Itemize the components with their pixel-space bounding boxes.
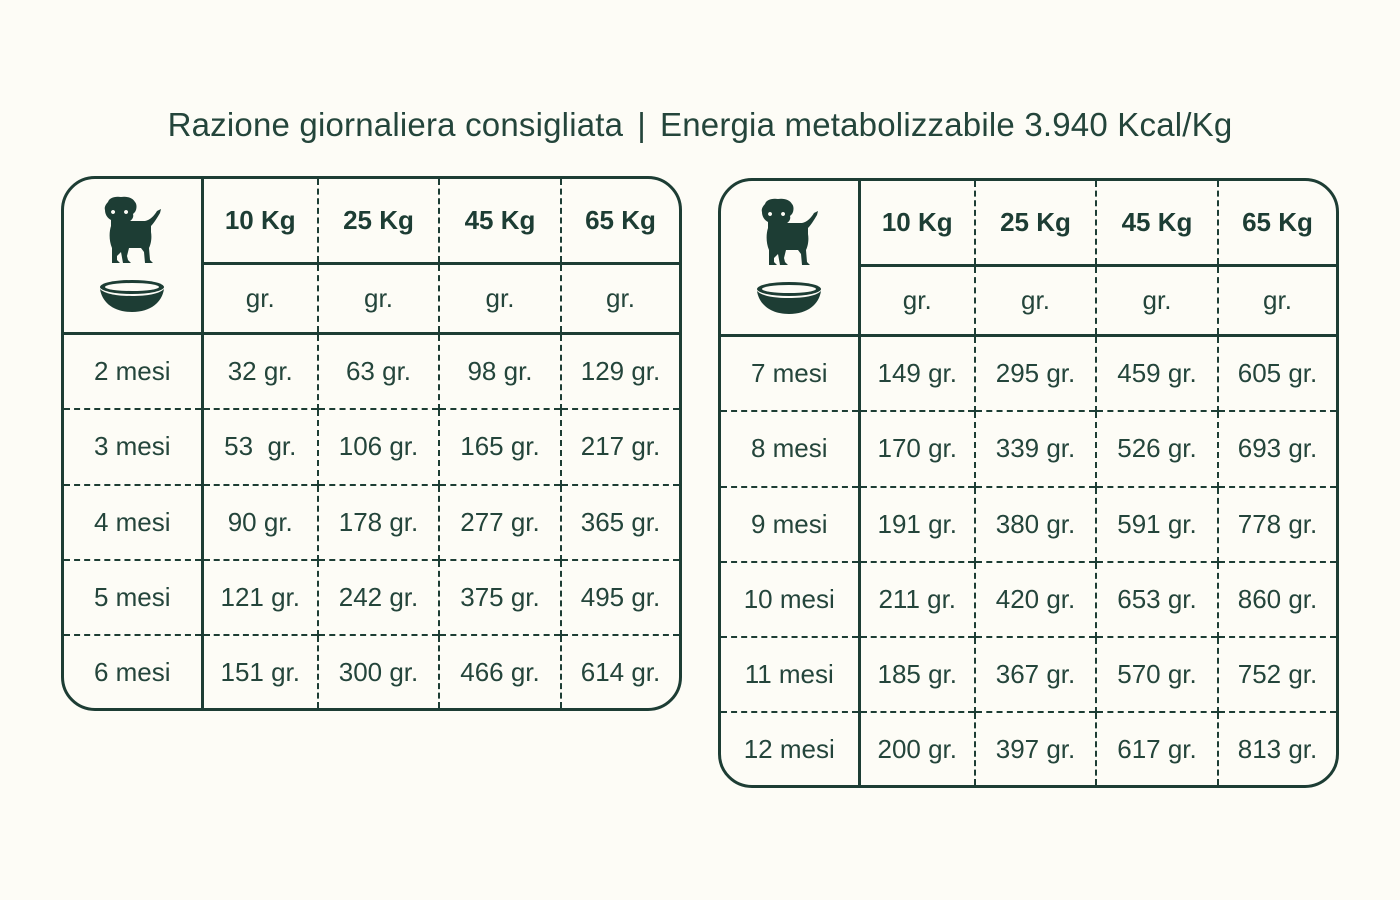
table-row (64, 485, 679, 560)
unit-header: gr. (202, 263, 318, 333)
unit-header: gr. (561, 263, 679, 333)
unit-header: gr. (1096, 265, 1218, 335)
food-bowl-icon (97, 278, 167, 314)
weight-header: 65 Kg (1218, 181, 1336, 265)
ration-cell: 170 gr. (859, 411, 975, 486)
table-row (64, 635, 679, 708)
age-cell: 7 mesi (721, 335, 859, 411)
ration-cell: 339 gr. (975, 411, 1096, 486)
age-cell: 5 mesi (64, 560, 202, 635)
table-row (721, 562, 1336, 637)
weight-header: 65 Kg (561, 179, 679, 263)
age-cell: 2 mesi (64, 333, 202, 409)
feeding-table-months-7-12 (718, 178, 1339, 788)
table-row (64, 560, 679, 635)
puppy-icon (99, 196, 165, 264)
feeding-table-grid (64, 179, 679, 708)
unit-header: gr. (1218, 265, 1336, 335)
food-bowl-icon (754, 280, 824, 316)
weight-header: 10 Kg (859, 181, 975, 265)
page-title-ration: Razione giornaliera consigliata (167, 106, 624, 143)
ration-cell: 178 gr. (318, 485, 439, 560)
ration-cell: 375 gr. (439, 560, 561, 635)
ration-cell: 420 gr. (975, 562, 1096, 637)
ration-cell: 90 gr. (202, 485, 318, 560)
ration-cell: 106 gr. (318, 409, 439, 484)
ration-cell: 165 gr. (439, 409, 561, 484)
ration-cell: 63 gr. (318, 333, 439, 409)
ration-cell: 367 gr. (975, 637, 1096, 712)
ration-cell: 129 gr. (561, 333, 679, 409)
table-row (64, 333, 679, 409)
weight-header: 45 Kg (1096, 181, 1218, 265)
age-cell: 6 mesi (64, 635, 202, 708)
age-cell: 11 mesi (721, 637, 859, 712)
unit-header: gr. (859, 265, 975, 335)
unit-header: gr. (439, 263, 561, 333)
table-row (721, 335, 1336, 411)
table-row (721, 637, 1336, 712)
ration-cell: 570 gr. (1096, 637, 1218, 712)
weight-header: 10 Kg (202, 179, 318, 263)
weight-header: 25 Kg (318, 179, 439, 263)
ration-cell: 151 gr. (202, 635, 318, 708)
ration-cell: 211 gr. (859, 562, 975, 637)
ration-cell: 495 gr. (561, 560, 679, 635)
table-row (64, 409, 679, 484)
weight-header: 45 Kg (439, 179, 561, 263)
ration-cell: 53 gr. (202, 409, 318, 484)
ration-cell: 617 gr. (1096, 712, 1218, 785)
weight-header-row (64, 179, 679, 263)
ration-cell: 605 gr. (1218, 335, 1336, 411)
ration-cell: 295 gr. (975, 335, 1096, 411)
ration-cell: 365 gr. (561, 485, 679, 560)
ration-cell: 693 gr. (1218, 411, 1336, 486)
feeding-table-months-2-6 (61, 176, 682, 711)
weight-header: 25 Kg (975, 181, 1096, 265)
ration-cell: 860 gr. (1218, 562, 1336, 637)
age-cell: 4 mesi (64, 485, 202, 560)
icon-header-cell (721, 181, 859, 335)
ration-cell: 397 gr. (975, 712, 1096, 785)
table-row (721, 411, 1336, 486)
table-row (721, 487, 1336, 562)
puppy-icon (756, 198, 822, 266)
ration-cell: 459 gr. (1096, 335, 1218, 411)
page-title-separator: | (637, 106, 646, 143)
age-cell: 10 mesi (721, 562, 859, 637)
ration-cell: 149 gr. (877, 357, 957, 388)
ration-cell: 526 gr. (1096, 411, 1218, 486)
icon-header-cell (64, 179, 202, 333)
ration-cell: 813 gr. (1218, 712, 1336, 785)
ration-cell: 778 gr. (1218, 487, 1336, 562)
ration-cell: 191 gr. (859, 487, 975, 562)
unit-header: gr. (975, 265, 1096, 335)
ration-cell: 185 gr. (859, 637, 975, 712)
age-cell: 3 mesi (64, 409, 202, 484)
ration-cell: 217 gr. (561, 409, 679, 484)
ration-cell: 242 gr. (318, 560, 439, 635)
weight-header-row (721, 181, 1336, 265)
page-title (0, 106, 1400, 144)
ration-cell: 752 gr. (1218, 637, 1336, 712)
feeding-table-grid (721, 181, 1336, 785)
ration-cell: 380 gr. (975, 487, 1096, 562)
table-row (721, 712, 1336, 785)
ration-cell: 300 gr. (318, 635, 439, 708)
ration-cell: 653 gr. (1096, 562, 1218, 637)
age-cell: 9 mesi (721, 487, 859, 562)
ration-cell: 466 gr. (439, 635, 561, 708)
ration-cell: 614 gr. (561, 635, 679, 708)
ration-cell: 277 gr. (439, 485, 561, 560)
ration-cell: 98 gr. (439, 333, 561, 409)
ration-cell: 32 gr. (227, 355, 293, 386)
ration-cell: 200 gr. (859, 712, 975, 785)
age-cell: 12 mesi (721, 712, 859, 785)
age-cell: 8 mesi (721, 411, 859, 486)
unit-header: gr. (318, 263, 439, 333)
ration-cell: 121 gr. (202, 560, 318, 635)
ration-cell: 591 gr. (1096, 487, 1218, 562)
page-title-energy: Energia metabolizzabile 3.940 Kcal/Kg (660, 106, 1233, 143)
